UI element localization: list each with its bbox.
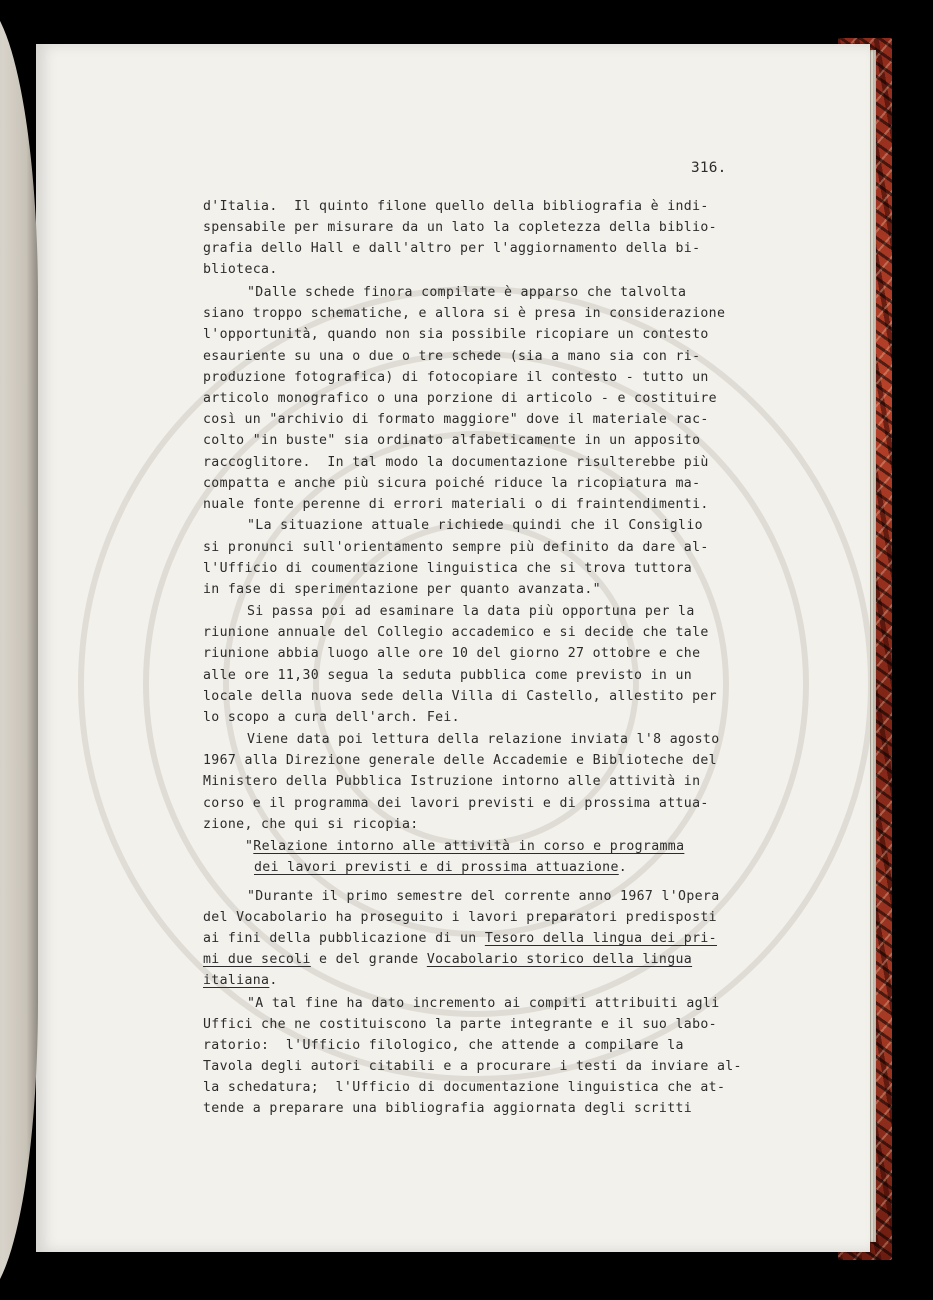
text-line: "A tal fine ha dato incremento ai compiti attribuiti agli [247, 996, 720, 1011]
text-segment: . [269, 973, 278, 988]
text-line: tende a preparare una bibliografia aggiornata degli scritti [203, 1101, 693, 1116]
text-line: "Durante il primo semestre del corrente anno 1967 l'Opera [247, 889, 720, 904]
text-line [203, 952, 692, 968]
text-line: colto "in buste" sia ordinato alfabeticamente in un apposito [203, 433, 701, 448]
underlined-title: mi due secoli [203, 952, 311, 967]
text-line: così un "archivio di formato maggiore" dove il materiale rac- [203, 412, 709, 427]
heading-period: . [618, 860, 628, 875]
text-line: l'opportunità, quando non sia possibile ricopiare un contesto [203, 327, 709, 342]
text-line: riunione abbia luogo alle ore 10 del giorno 27 ottobre e che [203, 646, 701, 661]
underlined-title: Tesoro della lingua dei pri- [484, 931, 717, 946]
text-line: esauriente su una o due o tre schede (sia a mano sia con ri- [203, 349, 701, 364]
heading-line [254, 860, 627, 876]
text-line: ratorio: l'Ufficio filologico, che attende a compilare la [203, 1038, 684, 1053]
text-line: "Dalle schede finora compilate è apparso che talvolta [247, 285, 687, 300]
text-line: spensabile per misurare da un lato la copletezza della biblio- [203, 220, 717, 235]
heading-line [245, 839, 684, 855]
text-line: siano troppo schematiche, e allora si è presa in considerazione [203, 306, 726, 321]
text-line: corso e il programma dei lavori previsti e di prossima attua- [203, 796, 709, 811]
text-line: articolo monografico o una porzione di articolo - e costituire [203, 391, 717, 406]
text-line: lo scopo a cura dell'arch. Fei. [203, 710, 460, 725]
text-line: nuale fonte perenne di errori materiali o di fraintendimenti. [203, 497, 709, 512]
heading-title-line1: Relazione intorno alle attività in corso e programma [253, 839, 685, 854]
text-line: raccoglitore. In tal modo la documentazione risulterebbe più [203, 455, 709, 470]
text-line: riunione annuale del Collegio accademico e si decide che tale [203, 625, 709, 640]
underlined-title: Vocabolario storico della lingua [426, 952, 693, 967]
heading-quote-mark: " [245, 839, 254, 854]
text-line: la schedatura; l'Ufficio di documentazione linguistica che at- [203, 1080, 726, 1095]
text-line: "La situazione attuale richiede quindi che il Consiglio [247, 518, 703, 533]
text-line: Ministero della Pubblica Istruzione intorno alle attività in [203, 774, 701, 789]
text-line: Viene data poi lettura della relazione inviata l'8 agosto [247, 732, 720, 747]
underlined-title: italiana [203, 973, 270, 988]
text-line: locale della nuova sede della Villa di Castello, allestito per [203, 689, 717, 704]
text-line: alle ore 11,30 segua la seduta pubblica come previsto in un [203, 668, 693, 683]
heading-title-line2: dei lavori previsti e di prossima attuazione [254, 860, 619, 875]
page-number: 316. [691, 160, 727, 176]
text-line [203, 931, 717, 947]
text-line: del Vocabolario ha proseguito i lavori preparatori predisposti [203, 910, 717, 925]
text-line: Si passa poi ad esaminare la data più opportuna per la [247, 604, 695, 619]
text-line: produzione fotografica) di fotocopiare il contesto - tutto un [203, 370, 709, 385]
text-segment: e del grande [310, 952, 427, 967]
text-line: Uffici che ne costituiscono la parte integrante e il suo labo- [203, 1017, 717, 1032]
text-line: d'Italia. Il quinto filone quello della bibliografia è indi- [203, 199, 709, 214]
text-line: blioteca. [203, 262, 278, 277]
text-line: Tavola degli autori citabili e a procurare i testi da inviare al- [203, 1059, 742, 1074]
text-line: 1967 alla Direzione generale delle Accademie e Biblioteche del [203, 753, 717, 768]
text-line [203, 973, 278, 989]
text-line: zione, che qui si ricopia: [203, 817, 419, 832]
text-line: l'Ufficio di coumentazione linguistica che si trova tuttora [203, 561, 693, 576]
text-line: compatta e anche più sicura poiché riduce la ricopiatura ma- [203, 476, 701, 491]
text-line: in fase di sperimentazione per quanto avanzata." [203, 582, 601, 597]
text-segment: ai fini della pubblicazione di un [203, 931, 485, 946]
text-line: si pronunci sull'orientamento sempre più definito da dare al- [203, 540, 709, 555]
text-line: grafia dello Hall e dall'altro per l'aggiornamento della bi- [203, 241, 701, 256]
